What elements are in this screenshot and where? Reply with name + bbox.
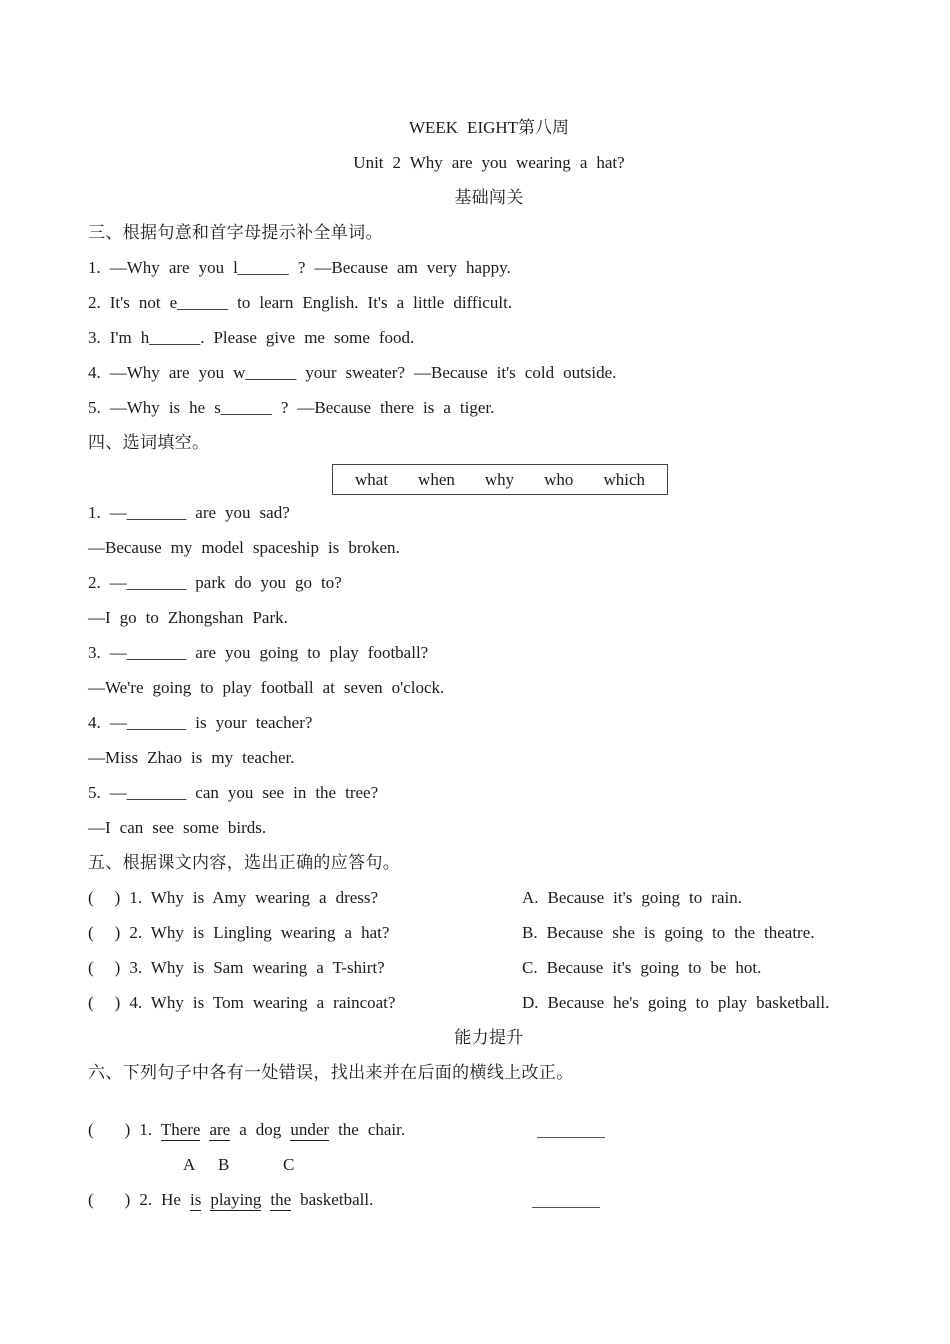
answer-paren-open: (: [88, 888, 94, 907]
correction-blank: [532, 1207, 600, 1208]
word-bank-box: [332, 464, 668, 495]
section5-heading: 五、根据课文内容，选出正确的应答句。: [88, 853, 401, 872]
label-c: C: [283, 1155, 295, 1174]
answer-paren-close: ): [124, 1190, 131, 1209]
underlined-word-c: under: [290, 1120, 330, 1139]
section4-q4: 4. —_______ is your teacher?: [88, 713, 313, 732]
underlined-word-a: There: [160, 1120, 201, 1139]
section4-a2: —I go to Zhongshan Park.: [88, 608, 288, 627]
match-row-4: [88, 985, 890, 1020]
answer-paren-open: (: [88, 1120, 94, 1139]
section4-q1: 1. —_______ are you sad?: [88, 503, 290, 522]
unit-title: Unit 2 Why are you wearing a hat?: [353, 153, 625, 172]
section3-item-1: 1. —Why are you l______ ? —Because am very happy.: [88, 258, 511, 277]
underlined-word-b: are: [209, 1120, 231, 1139]
underlined-word-c: the: [270, 1190, 292, 1209]
match-option: D. Because he's going to play basketball.: [522, 993, 830, 1012]
label-b: B: [218, 1155, 230, 1174]
answer-paren-close: ): [114, 923, 121, 942]
section4-heading: 四、选词填空。: [88, 433, 210, 452]
answer-paren-close: ): [124, 1120, 131, 1139]
match-option: B. Because she is going to the theatre.: [522, 923, 815, 942]
section3-item-2: 2. It's not e______ to learn English. It's a little difficult.: [88, 293, 513, 312]
section6-heading: 六、下列句子中各有一处错误，找出来并在后面的横线上改正。: [88, 1063, 574, 1082]
plain-text: He: [161, 1190, 181, 1209]
advanced-section-banner: 能力提升: [454, 1028, 524, 1047]
match-question: 2. Why is Lingling wearing a hat?: [129, 923, 390, 942]
word-bank-line: [88, 460, 890, 495]
match-row-2: [88, 915, 890, 950]
correction-blank: [537, 1137, 605, 1138]
page-title: WEEK EIGHT第八周: [408, 118, 570, 137]
match-question: 3. Why is Sam wearing a T-shirt?: [129, 958, 385, 977]
match-row-1: [88, 880, 890, 915]
underlined-word-b: playing: [210, 1190, 262, 1209]
section3-heading: 三、根据句意和首字母提示补全单词。: [88, 223, 383, 242]
word-bank-word: when: [418, 470, 455, 489]
word-bank-word: who: [544, 470, 574, 489]
section4-a5: —I can see some birds.: [88, 818, 267, 837]
item-number: 1.: [139, 1120, 153, 1139]
section4-q2: 2. —_______ park do you go to?: [88, 573, 342, 592]
word-bank-word: why: [484, 470, 515, 489]
plain-text: a dog: [239, 1120, 282, 1139]
basic-section-banner: 基础闯关: [454, 188, 524, 207]
match-question: 4. Why is Tom wearing a raincoat?: [129, 993, 396, 1012]
section4-a1: —Because my model spaceship is broken.: [88, 538, 400, 557]
correction-row-1: [88, 1112, 890, 1147]
match-option: A. Because it's going to rain.: [522, 888, 742, 907]
item-number: 2.: [139, 1190, 153, 1209]
answer-paren-open: (: [88, 993, 94, 1012]
section4-a3: —We're going to play football at seven o'clock.: [88, 678, 445, 697]
section3-item-5: 5. —Why is he s______ ? —Because there is a tiger.: [88, 398, 495, 417]
answer-paren-open: (: [88, 958, 94, 977]
word-bank-word: what: [355, 470, 389, 489]
section3-item-3: 3. I'm h______. Please give me some food.: [88, 328, 415, 347]
plain-text: basketball.: [300, 1190, 374, 1209]
underlined-word-a: is: [189, 1190, 202, 1209]
abc-label-row: [88, 1147, 890, 1182]
plain-text: the chair.: [338, 1120, 406, 1139]
answer-paren-close: ): [114, 958, 121, 977]
match-option: C. Because it's going to be hot.: [522, 958, 762, 977]
answer-paren-open: (: [88, 1190, 94, 1209]
answer-paren-close: ): [114, 888, 121, 907]
word-bank-word: which: [603, 470, 645, 489]
match-question: 1. Why is Amy wearing a dress?: [129, 888, 379, 907]
section3-item-4: 4. —Why are you w______ your sweater? —Because it's cold outside.: [88, 363, 617, 382]
section4-q5: 5. —_______ can you see in the tree?: [88, 783, 379, 802]
answer-paren-open: (: [88, 923, 94, 942]
label-a: A: [183, 1155, 196, 1174]
section4-q3: 3. —_______ are you going to play football?: [88, 643, 429, 662]
section4-a4: —Miss Zhao is my teacher.: [88, 748, 295, 767]
correction-row-2: [88, 1182, 890, 1217]
blank-gap: [88, 1090, 890, 1112]
match-row-3: [88, 950, 890, 985]
answer-paren-close: ): [114, 993, 121, 1012]
